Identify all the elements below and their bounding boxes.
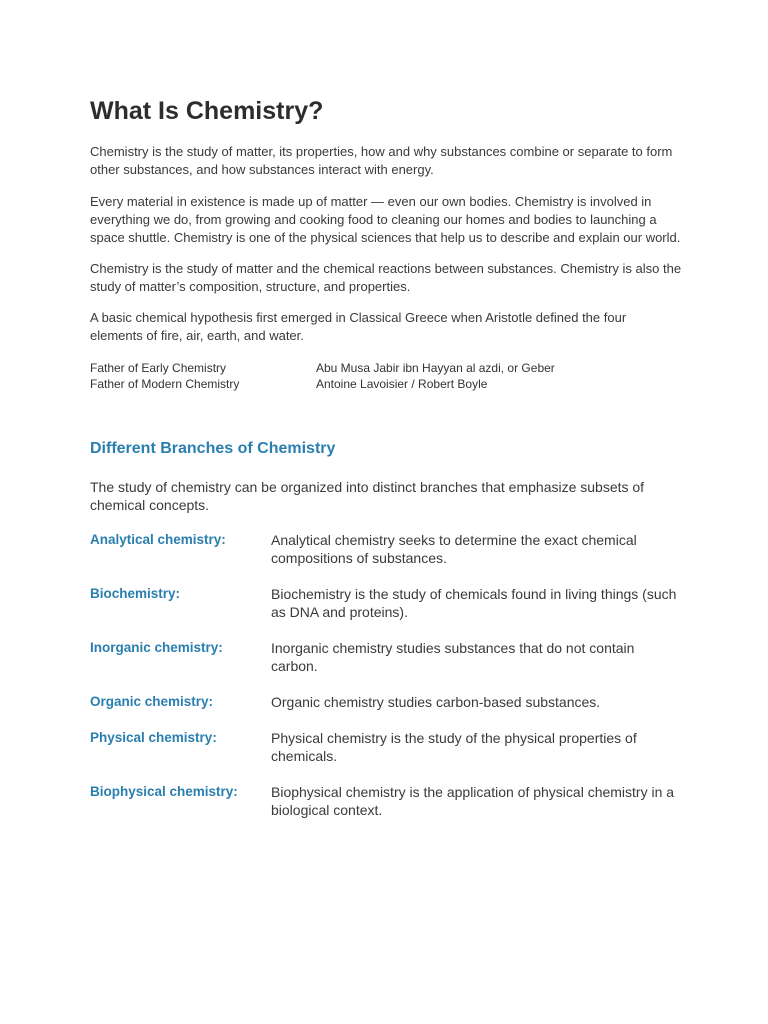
- branch-name: Physical chemistry:: [90, 730, 217, 745]
- document-page: [90, 94, 682, 837]
- branch-description: Physical chemistry is the study of the physical properties of chemicals.: [271, 730, 637, 764]
- branch-item: [90, 693, 682, 711]
- father-name: Abu Musa Jabir ibn Hayyan al azdi, or Geber: [316, 361, 555, 375]
- branch-name: Biophysical chemistry:: [90, 784, 238, 799]
- branches-heading: Different Branches of Chemistry: [90, 440, 336, 457]
- father-title: Father of Early Chemistry: [90, 361, 227, 375]
- page-title: What Is Chemistry?: [90, 97, 324, 125]
- intro-paragraph: Every material in existence is made up of matter — even our own bodies. Chemistry is involved in everything we do, from growing and cooking food to cleaning our homes and bodies to launching a space shuttle. Chemistry is one of the physical sciences that help us to describe and explain our world.: [90, 194, 681, 245]
- branch-name: Biochemistry:: [90, 586, 181, 601]
- branch-item: [90, 531, 682, 567]
- branch-description: Inorganic chemistry studies substances that do not contain carbon.: [271, 640, 635, 674]
- father-row: [90, 360, 682, 376]
- father-title: Father of Modern Chemistry: [90, 377, 240, 391]
- branch-name: Organic chemistry:: [90, 694, 214, 709]
- branch-description: Organic chemistry studies carbon-based substances.: [271, 694, 601, 710]
- branches-intro: The study of chemistry can be organized into distinct branches that emphasize subsets of chemical concepts.: [90, 479, 645, 513]
- branch-description: Analytical chemistry seeks to determine the exact chemical compositions of substances.: [271, 532, 637, 566]
- intro-paragraph: Chemistry is the study of matter, its properties, how and why substances combine or separate to form other substances, and how substances interact with energy.: [90, 144, 673, 177]
- branch-item: [90, 729, 682, 765]
- branch-item: [90, 585, 682, 621]
- father-row: [90, 376, 682, 392]
- branch-name: Inorganic chemistry:: [90, 640, 223, 655]
- fathers-list: [90, 360, 682, 392]
- branch-description: Biophysical chemistry is the application of physical chemistry in a biological context.: [271, 784, 675, 818]
- branch-description: Biochemistry is the study of chemicals found in living things (such as DNA and proteins).: [271, 586, 677, 620]
- branch-item: [90, 639, 682, 675]
- intro-paragraph: A basic chemical hypothesis first emerged in Classical Greece when Aristotle defined the four elements of fire, air, earth, and water.: [90, 310, 627, 343]
- branch-list: [90, 531, 682, 819]
- father-name: Antoine Lavoisier / Robert Boyle: [316, 377, 488, 391]
- branch-item: [90, 783, 682, 819]
- branch-name: Analytical chemistry:: [90, 532, 226, 547]
- intro-paragraph: Chemistry is the study of matter and the chemical reactions between substances. Chemistry is also the study of matter’s composition, structure, and properties.: [90, 261, 682, 294]
